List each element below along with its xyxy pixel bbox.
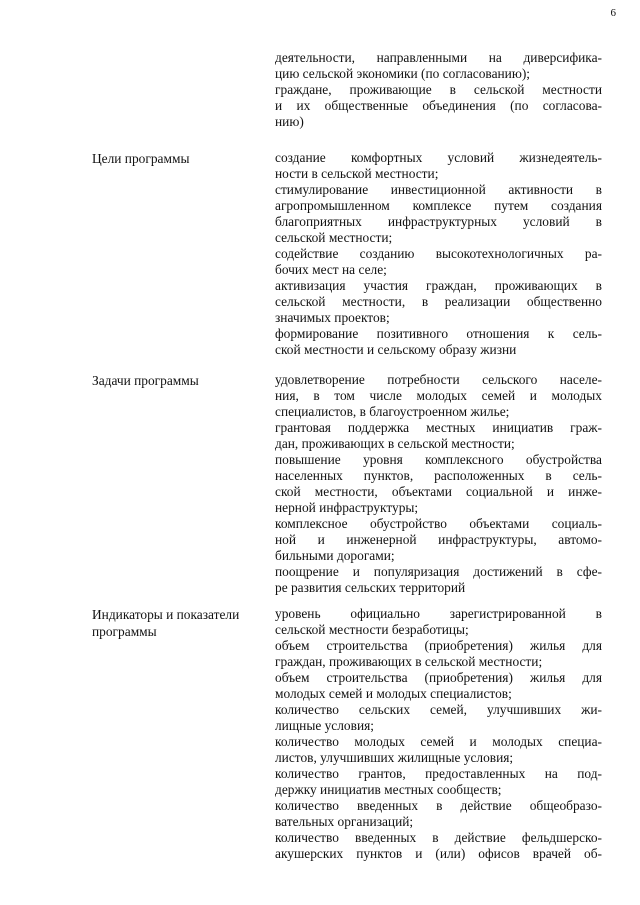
section-label: Цели программы: [92, 151, 190, 166]
text-line: уровень официально зарегистрированной в: [275, 606, 602, 621]
text-line: формирование позитивного отношения к сель-: [275, 326, 602, 341]
text-line: комплексное обустройство объектами социаль-: [275, 516, 602, 531]
text-line: количество молодых семей и молодых специа-: [275, 734, 602, 749]
text-line: сельской местности;: [275, 230, 393, 245]
section-text: [275, 372, 602, 596]
text-line: стимулирование инвестиционной активности в: [275, 182, 602, 197]
text-line: лищные условия;: [275, 718, 374, 733]
text-line: бильными дорогами;: [275, 548, 395, 563]
text-line: ния, в том числе молодых семей и молодых: [275, 388, 602, 403]
section-text: [275, 150, 602, 358]
text-line: сельской местности безработицы;: [275, 622, 469, 637]
section-label: Задачи программы: [92, 373, 199, 388]
text-line: значимых проектов;: [275, 310, 390, 325]
text-line: ре развития сельских территорий: [275, 580, 466, 595]
text-line: граждане, проживающие в сельской местности: [275, 82, 602, 97]
text-line: молодых семей и молодых специалистов;: [275, 686, 512, 701]
section-text: [275, 606, 602, 862]
text-line: удовлетворение потребности сельского населе-: [275, 372, 602, 387]
text-line: благоприятных инфраструктурных условий в: [275, 214, 602, 229]
text-line: ности в сельской местности;: [275, 166, 439, 181]
text-line: ной и инженерной инфраструктуры, автомо-: [275, 532, 602, 547]
text-line: повышение уровня комплексного обустройства: [275, 452, 602, 467]
section-label: Индикаторы и показатели программы: [92, 607, 240, 639]
text-line: деятельности, направленными на диверсифика-: [275, 50, 602, 65]
text-line: нерной инфраструктуры;: [275, 500, 419, 515]
text-line: бочих мест на селе;: [275, 262, 387, 277]
text-line: количество введенных в действие общеобразо-: [275, 798, 602, 813]
text-line: грантовая поддержка местных инициатив граж-: [275, 420, 602, 435]
text-line: количество грантов, предоставленных на под-: [275, 766, 602, 781]
text-line: ской местности, объектами социальной и инже-: [275, 484, 602, 499]
text-line: содействие созданию высокотехнологичных ра-: [275, 246, 602, 261]
text-line: поощрение и популяризация достижений в сфе-: [275, 564, 602, 579]
text-line: сельской местности, в реализации общественно: [275, 294, 602, 309]
text-line: листов, улучшивших жилищные условия;: [275, 750, 514, 765]
text-line: вательных организаций;: [275, 814, 414, 829]
page-number: 6: [610, 7, 616, 19]
text-line: количество введенных в действие фельдшерско-: [275, 830, 602, 845]
text-line: специалистов, в благоустроенном жилье;: [275, 404, 510, 419]
text-line: цию сельской экономики (по согласованию);: [275, 66, 531, 81]
text-line: дан, проживающих в сельской местности;: [275, 436, 515, 451]
text-line: населенных пунктов, расположенных в сель-: [275, 468, 602, 483]
section-text: [275, 50, 602, 130]
text-line: активизация участия граждан, проживающих в: [275, 278, 602, 293]
text-line: граждан, проживающих в сельской местности;: [275, 654, 543, 669]
text-line: ской местности и сельскому образу жизни: [275, 342, 517, 357]
text-line: и их общественные объединения (по согласова-: [275, 98, 602, 113]
text-line: количество сельских семей, улучшивших жи-: [275, 702, 602, 717]
text-line: акушерских пунктов и (или) офисов врачей об-: [275, 846, 602, 861]
text-line: объем строительства (приобретения) жилья для: [275, 638, 602, 653]
text-line: нию): [275, 114, 304, 129]
text-line: объем строительства (приобретения) жилья для: [275, 670, 602, 685]
text-line: держку инициатив местных сообществ;: [275, 782, 502, 797]
text-line: создание комфортных условий жизнедеятель-: [275, 150, 602, 165]
text-line: агропромышленном комплексе путем создания: [275, 198, 602, 213]
